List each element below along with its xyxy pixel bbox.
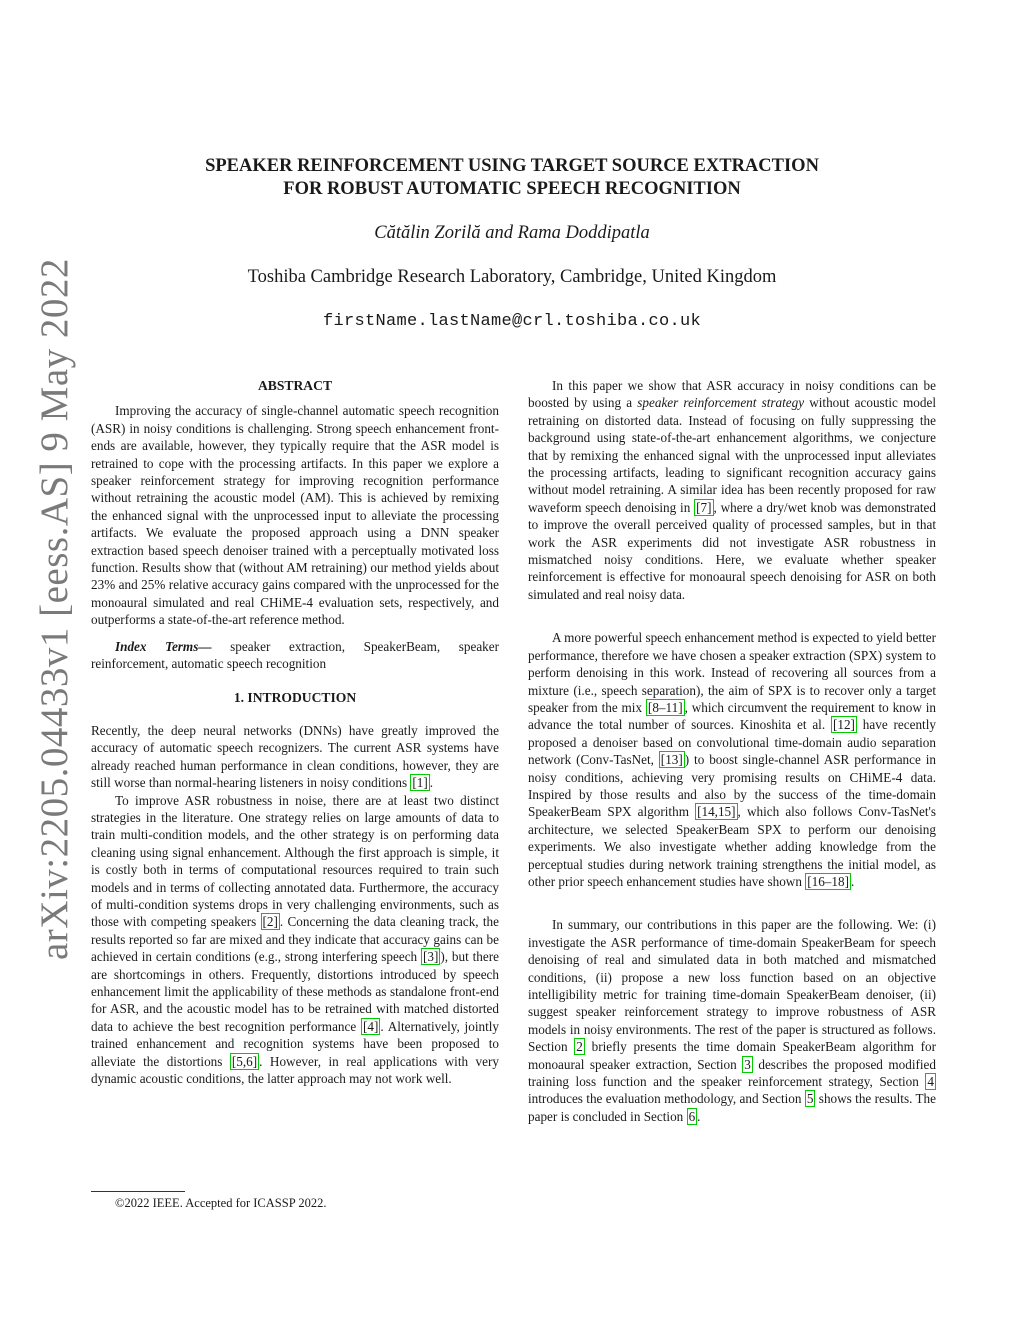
- email[interactable]: firstName.lastName@crl.toshiba.co.uk: [322, 312, 702, 331]
- citation-link[interactable]: [8–11]: [647, 699, 683, 715]
- citation-link[interactable]: [14,15]: [697, 804, 736, 820]
- index-terms-text: speaker extraction, SpeakerBeam, speaker reinforcement, automatic speech recognition: [91, 638, 500, 672]
- right-paragraph-1: In this paper we show that ASR accuracy in noisy conditions can be boosted by using a speaker reinforcement strategy without acoustic model retraining on distorted data. Instead of focusing on fully suppressing the background using state-of-the-art enhancement algorithms, we conjecture that by remixing the enhanced signal with the unprocessed input alleviates the processing artifacts, leading to significant recognition accuracy gains without model retraining. A similar idea has been recently proposed for raw waveform speech denoising in [7] , where a dry/wet knob was demonstrated to improve the overall perceived quality of processed samples, but in that work the ASR experiments did not investigate ASR robustness in mismatched noisy conditions. Here, we evaluate whether speaker reinforcement is effective for monoaural speech denoising for ASR on both simulated and real noisy data.: [528, 378, 936, 602]
- intro-heading: 1. INTRODUCTION: [233, 689, 357, 705]
- citation-link[interactable]: [12]: [832, 717, 855, 733]
- citation-link[interactable]: [5,6]: [231, 1053, 258, 1069]
- index-terms: [91, 638, 499, 673]
- paper-title-line-2: FOR ROBUST AUTOMATIC SPEECH RECOGNITION: [283, 179, 741, 199]
- citation-link[interactable]: [2]: [262, 914, 278, 930]
- right-paragraph-3: In summary, our contributions in this paper are the following. We: (i) investigate the ASR performance of time-domain SpeakerBeam for speech denoising of real and simulated data in both matched and mismatched conditions, (ii) propose a new loss function based on an objective intelligibility metric for training time-domain SpeakerBeam denoiser, (ii) suggest speaker reinforcement strategy to improve robustness of ASR models in noisy environments. The rest of the paper is structured as follows. Section 2 briefly presents the time domain SpeakerBeam algorithm for monoaural speaker extraction, Section 3 describes the proposed modified training loss function and the speaker reinforcement strategy, Section 4 introduces the evaluation methodology, and Section 5 shows the results. The paper is concluded in Section 6 .: [528, 917, 937, 1124]
- right-column: [528, 377, 936, 1125]
- intro-paragraph-2: To improve ASR robustness in noise, there are at least two distinct strategies in the literature. One strategy relies on large amounts of data to train multi-condition models, and the other strategy is on performing data cleaning using signal enhancement. Although the first approach is simple, it is costly both in terms of computational resources required to train such models and in terms of collecting annotated data. Furthermore, the accuracy of multi-condition systems drops in very challenging environments, such as those with competing speakers [2] . Concerning the data cleaning track, the results reported so far are mixed and they indicate that accuracy gains can be achieved in certain conditions (e.g., strong interfering speech [3] ), but there are shortcomings in others. Frequently, distortions introduced by speech enhancement limit the applicability of these methods as standalone front-end for ASR, and the acoustic model has to be retrained with matched distorted data to achieve the best recognition performance [4] . Alternatively, jointly trained enhancement and recognition systems have been proposed to alleviate the distortions [5,6] . However, in real applications with very dynamic acoustic conditions, the latter approach may not work well.: [91, 792, 499, 1087]
- section-link[interactable]: 5: [806, 1091, 814, 1107]
- citation-link[interactable]: [16–18]: [807, 873, 849, 889]
- section-link[interactable]: 2: [576, 1039, 583, 1055]
- citation-link[interactable]: [4]: [363, 1018, 379, 1034]
- paper-title-line-1: SPEAKER REINFORCEMENT USING TARGET SOURCE EXTRACTION: [205, 156, 819, 176]
- citation-link[interactable]: [7]: [696, 499, 712, 515]
- footnote-rule: [91, 1191, 185, 1192]
- citation-link[interactable]: [3]: [423, 949, 439, 965]
- abstract-text: Improving the accuracy of single-channel automatic speech recognition (ASR) in noisy conditions is challenging. Strong speech enhancement front-ends are available, however, they typically require that the ASR model is retrained to cope with the processing artifacts. In this paper we explore a speaker reinforcement strategy for improving recognition performance without retraining the acoustic model (AM). This is achieved by remixing the enhanced signal with the unprocessed input to alleviate the processing artifacts. We evaluate the proposed approach using a DNN speaker extraction based speech denoiser trained with a perceptually motivated loss function. Results show that (without AM retraining) our method yields about 23% and 25% relative accuracy gains compared with the unprocessed for the monoaural simulated and real CHiME-4 evaluation sets, respectively, and outperforms a state-of-the-art reference method.: [91, 403, 499, 628]
- citation-link[interactable]: [1]: [412, 775, 428, 791]
- section-link[interactable]: 6: [688, 1108, 696, 1124]
- intro-paragraph-1: Recently, the deep neural networks (DNNs) have greatly improved the accuracy of automatic speech recognizers. The current ASR systems have already reached human performance in clean conditions, however, they are still worse than normal-hearing listeners in noisy conditions [1] .: [91, 722, 499, 791]
- section-link[interactable]: 4: [927, 1074, 934, 1090]
- left-column: [91, 377, 499, 1087]
- citation-link[interactable]: [13]: [660, 752, 683, 768]
- arxiv-identifier: arXiv:2205.04433v1 [eess.AS] 9 May 2022: [33, 258, 76, 960]
- affiliation: Toshiba Cambridge Research Laboratory, Cambridge, United Kingdom: [247, 267, 777, 287]
- right-paragraph-2: A more powerful speech enhancement method is expected to yield better performance, therefore we have chosen a speaker extraction (SPX) system to perform denoising in this work. Instead of recovering all sources from a mixture (i.e., speech separation), the aim of SPX is to recover only a target speaker from the mix [8–11] , which circumvent the requirement to know in advance the total number of sources. Kinoshita et al. [12] have recently proposed a denoiser based on convolutional time-domain audio separation network (Conv-TasNet, [13] ) to boost single-channel ASR performance in noisy conditions, achieving very promising results on CHiME-4 data. Inspired by those results and also by the success of the time-domain SpeakerBeam SPX algorithm [14,15] , which also follows Conv-TasNet's architecture, we selected SpeakerBeam SPX to perform our denoising experiments. We also investigate whether adding knowledge from the perceptual studies during network training strengthens the initial model, as other prior speech enhancement studies have shown [16–18] .: [528, 630, 937, 889]
- authors: Cătălin Zorilă and Rama Doddipatla: [374, 223, 650, 243]
- abstract-heading: ABSTRACT: [257, 378, 333, 393]
- index-terms-label: Index Terms—: [115, 638, 212, 654]
- copyright-footnote: ©2022 IEEE. Accepted for ICASSP 2022.: [115, 1196, 327, 1210]
- section-link[interactable]: 3: [744, 1056, 751, 1072]
